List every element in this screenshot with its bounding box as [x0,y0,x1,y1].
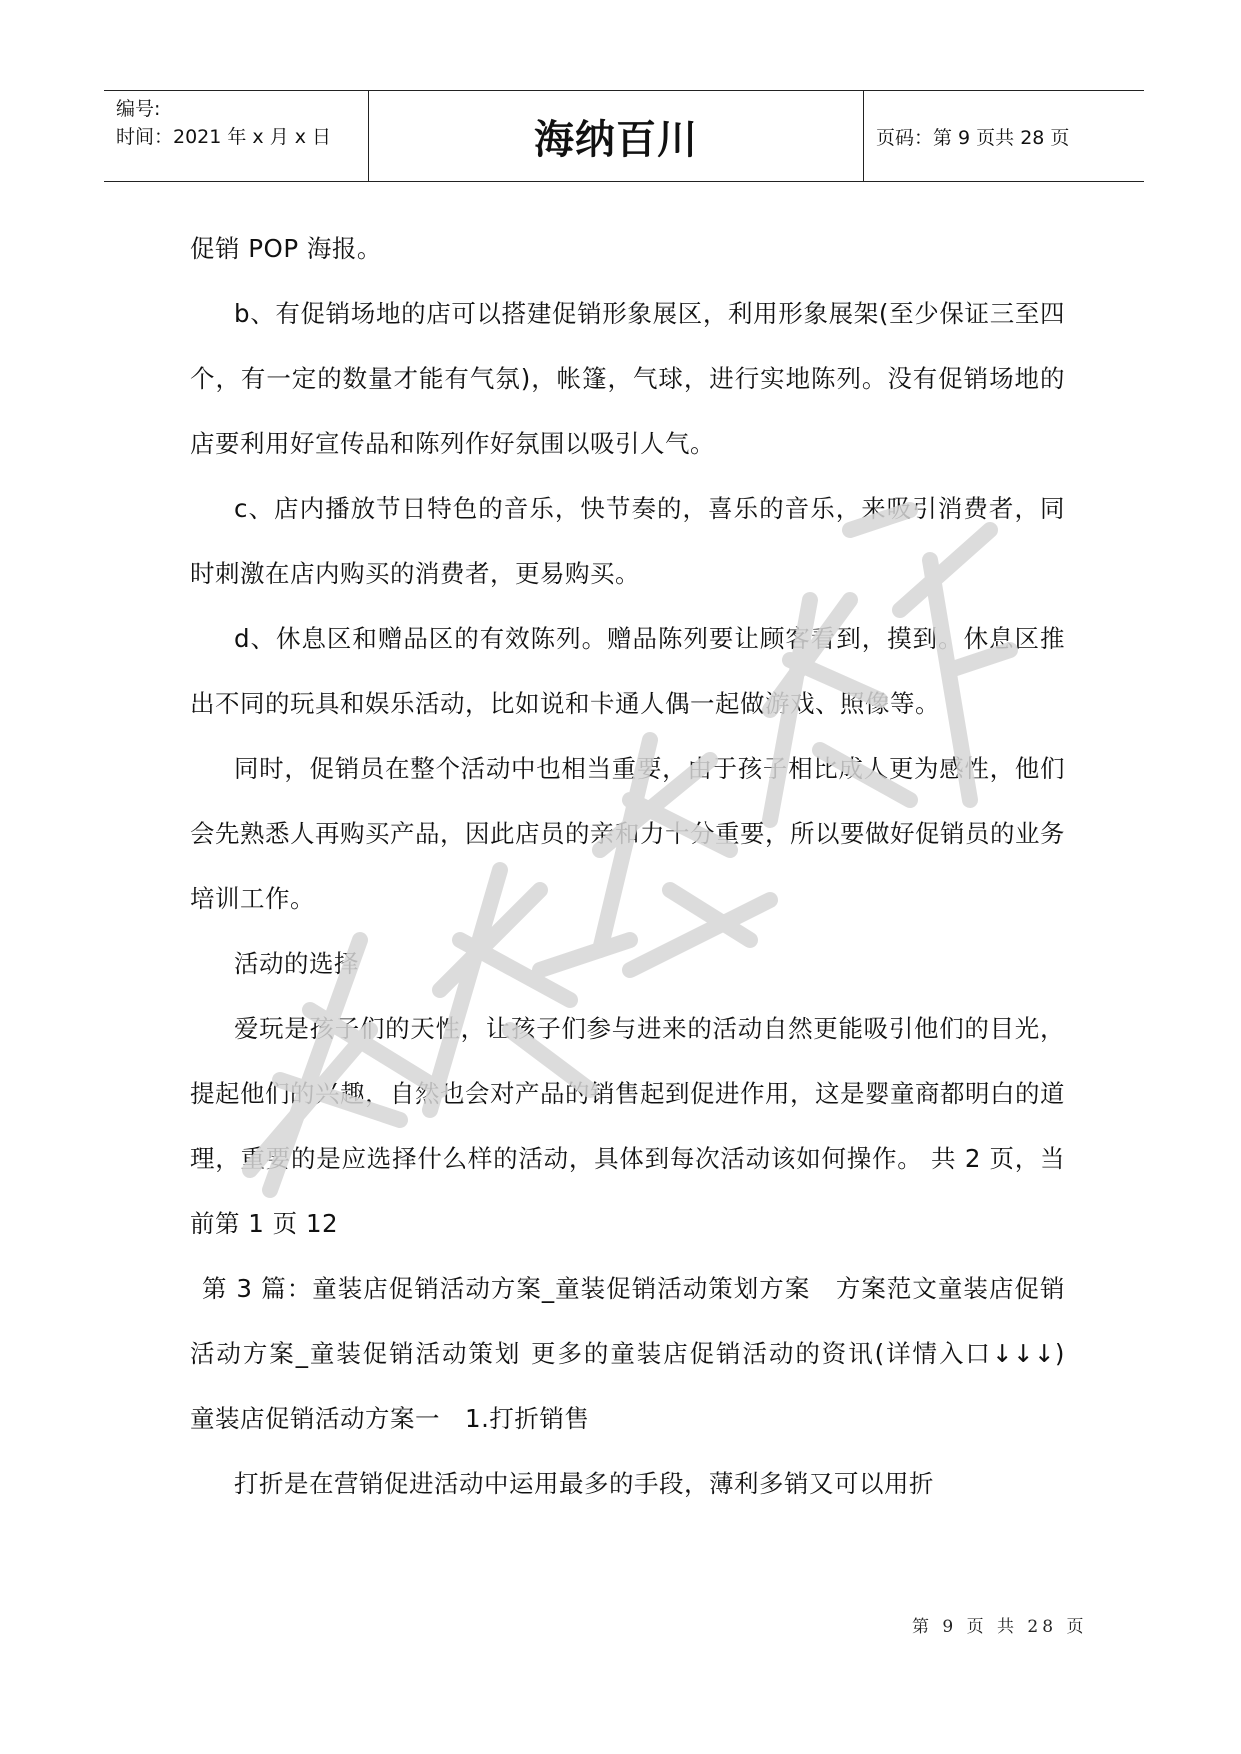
page-footer: 第 9 页 共 28 页 [912,1617,1088,1637]
header-meta-cell [104,91,369,181]
section-heading: 活动的选择 [234,949,359,978]
header-title-cell [369,91,864,181]
header-page-cell [864,91,1144,181]
paragraph: 打折是在营销促进活动中运用最多的手段，薄利多销又可以用折 [234,1469,934,1498]
paragraph: b、有促销场地的店可以搭建促销形象展区，利用形象展架(至少保证三至四个，有一定的数量才能有气氛)，帐篷，气球，进行实地陈列。没有促销场地的店要利用好宣传品和陈列作好氛围以吸引人气。 [190,299,1065,458]
header-page-label: 页码：第 9 页共 28 页 [876,126,1070,149]
chapter-heading-paragraph: 第 3 篇：童装店促销活动方案_童装促销活动策划方案 方案范文童装店促销活动方案_童装促销活动策划 更多的童装店促销活动的资讯(详情入口↓↓↓) 童装店促销活动方案一 1.打折销售 [190,1274,1090,1433]
paragraph: c、店内播放节日特色的音乐，快节奏的，喜乐的音乐，来吸引消费者，同时刺激在店内购买的消费者，更易购买。 [190,494,1065,588]
paragraph: 同时，促销员在整个活动中也相当重要，由于孩子相比成人更为感性，他们会先熟悉人再购买产品，因此店员的亲和力十分重要，所以要做好促销员的业务培训工作。 [190,754,1065,913]
paragraph: 爱玩是孩子们的天性，让孩子们参与进来的活动自然更能吸引他们的目光，提起他们的兴趣，自然也会对产品的销售起到促进作用，这是婴童商都明白的道理，重要的是应选择什么样的活动，具体到每次活动该如何操作。 共 2 页，当前第 1 页 12 [190,1014,1065,1238]
paragraph: d、休息区和赠品区的有效陈列。赠品陈列要让顾客看到，摸到。休息区推出不同的玩具和娱乐活动，比如说和卡通人偶一起做游戏、照像等。 [190,624,1065,718]
time-label: 时间：2021 年 x 月 x 日 [116,126,332,148]
paragraph: 促销 POP 海报。 [190,234,382,263]
body-text [190,216,1090,1516]
document-header [104,90,1144,182]
header-title: 海纳百川 [534,116,698,163]
serial-label: 编号: [116,98,161,120]
